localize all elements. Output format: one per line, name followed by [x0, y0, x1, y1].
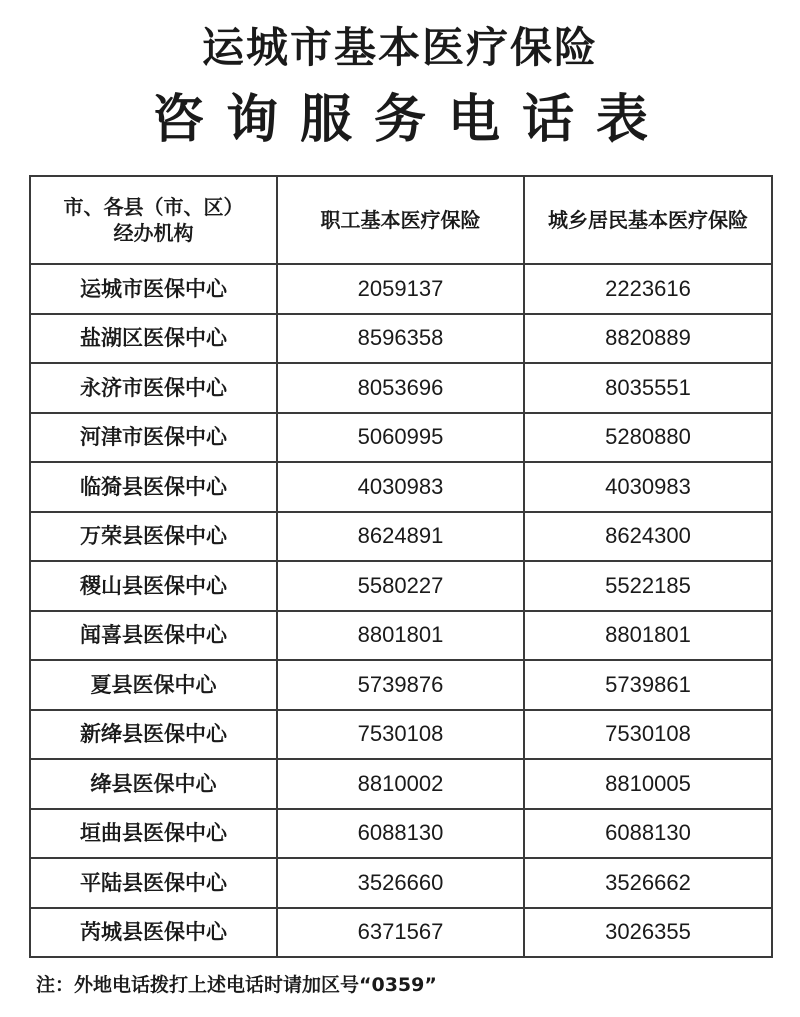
resident-phone-cell: 8801801	[524, 611, 772, 661]
agency-cell: 垣曲县医保中心	[30, 809, 277, 859]
column-header-resident-insurance	[524, 176, 772, 264]
employee-phone-cell: 8801801	[277, 611, 524, 661]
agency-cell: 夏县医保中心	[30, 660, 277, 710]
table-row	[30, 462, 772, 512]
table-row	[30, 759, 772, 809]
employee-phone-cell: 6371567	[277, 908, 524, 958]
table-row	[30, 809, 772, 859]
resident-phone-cell: 5280880	[524, 413, 772, 463]
employee-phone-cell: 4030983	[277, 462, 524, 512]
resident-phone-cell: 5522185	[524, 561, 772, 611]
resident-phone-cell: 3526662	[524, 858, 772, 908]
document-title: 运城市基本医疗保险	[201, 23, 598, 72]
employee-phone-cell: 8624891	[277, 512, 524, 562]
resident-phone-cell: 3026355	[524, 908, 772, 958]
resident-phone-cell: 4030983	[524, 462, 772, 512]
resident-phone-cell: 8624300	[524, 512, 772, 562]
employee-phone-cell: 5580227	[277, 561, 524, 611]
agency-cell: 万荣县医保中心	[30, 512, 277, 562]
table-row	[30, 314, 772, 364]
resident-phone-cell: 2223616	[524, 264, 772, 314]
resident-phone-cell: 8810005	[524, 759, 772, 809]
table-row	[30, 413, 772, 463]
employee-phone-cell: 7530108	[277, 710, 524, 760]
resident-phone-cell: 8820889	[524, 314, 772, 364]
table-row	[30, 512, 772, 562]
agency-cell: 平陆县医保中心	[30, 858, 277, 908]
phone-directory-table	[29, 175, 773, 958]
agency-cell: 临猗县医保中心	[30, 462, 277, 512]
employee-phone-cell: 5739876	[277, 660, 524, 710]
agency-cell: 盐湖区医保中心	[30, 314, 277, 364]
table-row	[30, 858, 772, 908]
resident-phone-cell: 8035551	[524, 363, 772, 413]
column-header-resident-label: 城乡居民基本医疗保险	[548, 208, 748, 232]
agency-cell: 新绛县医保中心	[30, 710, 277, 760]
table-row	[30, 363, 772, 413]
table-body	[30, 264, 772, 957]
employee-phone-cell: 8053696	[277, 363, 524, 413]
employee-phone-cell: 5060995	[277, 413, 524, 463]
column-header-employee-label: 职工基本医疗保险	[320, 208, 481, 232]
employee-phone-cell: 3526660	[277, 858, 524, 908]
resident-phone-cell: 6088130	[524, 809, 772, 859]
table-header	[30, 176, 772, 264]
agency-cell: 绛县医保中心	[30, 759, 277, 809]
column-header-agency-line1: 市、各县（市、区）	[63, 195, 244, 219]
resident-phone-cell: 7530108	[524, 710, 772, 760]
employee-phone-cell: 8810002	[277, 759, 524, 809]
table-row	[30, 710, 772, 760]
table-row	[30, 660, 772, 710]
column-header-agency-line2: 经办机构	[113, 221, 194, 245]
footer-note: 注：外地电话拨打上述电话时请加区号“0359”	[36, 974, 437, 996]
column-header-agency	[30, 176, 277, 264]
employee-phone-cell: 2059137	[277, 264, 524, 314]
agency-cell: 永济市医保中心	[30, 363, 277, 413]
resident-phone-cell: 5739861	[524, 660, 772, 710]
column-header-employee-insurance	[277, 176, 524, 264]
employee-phone-cell: 6088130	[277, 809, 524, 859]
agency-cell: 闻喜县医保中心	[30, 611, 277, 661]
table-row	[30, 908, 772, 958]
table-row	[30, 561, 772, 611]
table-header-row	[30, 176, 772, 264]
table-row	[30, 611, 772, 661]
employee-phone-cell: 8596358	[277, 314, 524, 364]
table-row	[30, 264, 772, 314]
document-subtitle: 咨询服务电话表	[151, 90, 670, 150]
agency-cell: 运城市医保中心	[30, 264, 277, 314]
agency-cell: 河津市医保中心	[30, 413, 277, 463]
agency-cell: 稷山县医保中心	[30, 561, 277, 611]
agency-cell: 芮城县医保中心	[30, 908, 277, 958]
